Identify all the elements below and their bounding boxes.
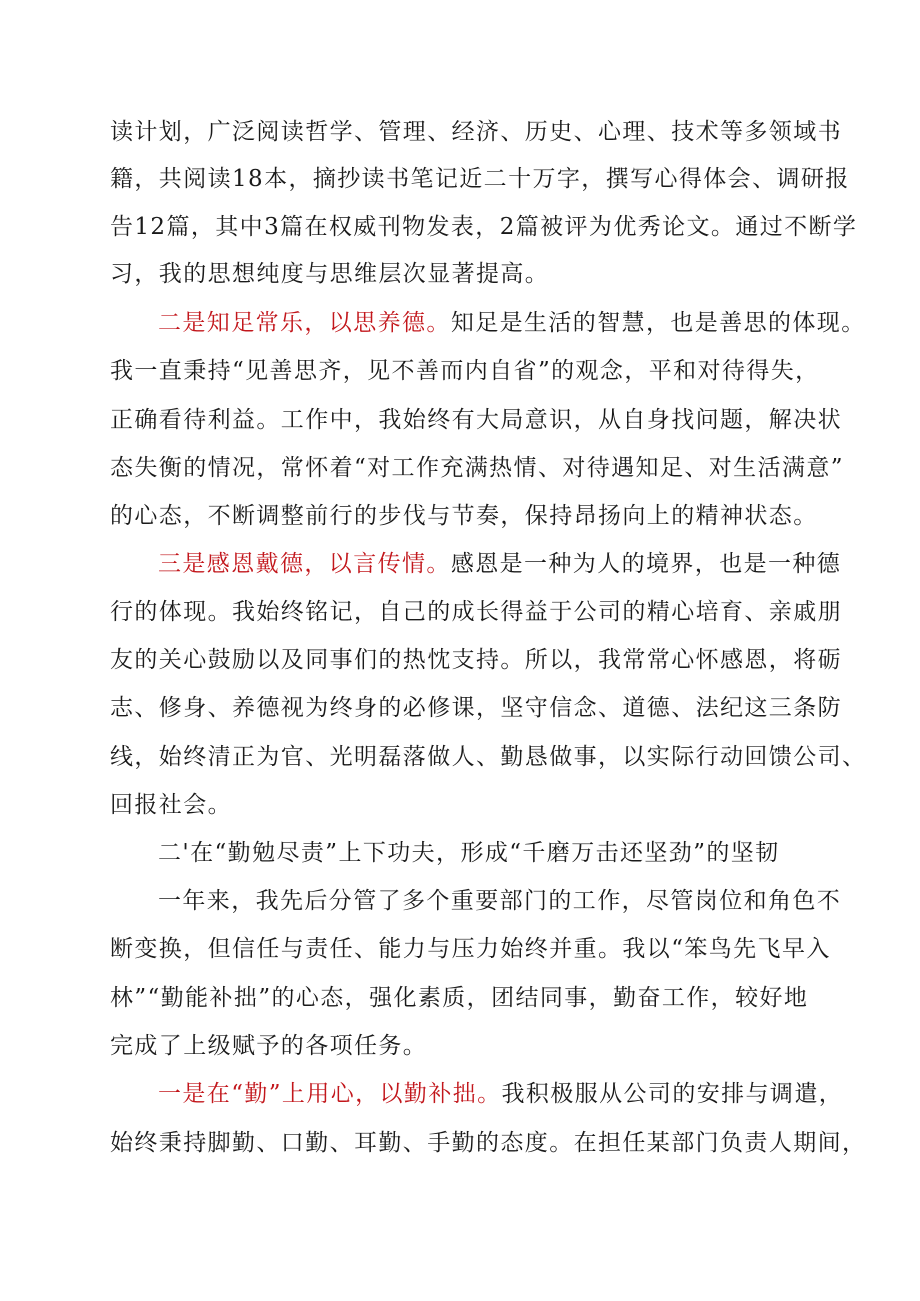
text-line <box>110 116 842 148</box>
text-line <box>110 355 820 387</box>
text-line <box>110 933 831 965</box>
line-text: 我积极服从公司的安排与调遣， <box>501 1081 844 1107</box>
line-text: 行的体现。我始终铭记，自己的成长得益于公司的精心培育、亲戚朋 <box>110 599 842 625</box>
line-text: 林”“勤能补拙”的心态，强化素质，团结同事，勤奋工作，较好地 <box>110 985 809 1011</box>
red-heading: 一是在“勤”上用心，以勤补拙。 <box>158 1081 502 1107</box>
red-heading: 二是知足常乐，以思养德。 <box>158 310 451 336</box>
text-line <box>158 548 842 580</box>
text-line <box>110 789 820 821</box>
text-line <box>110 982 820 1014</box>
line-text: 知足是生活的智慧，也是善思的体现。 <box>450 310 866 336</box>
text-line <box>158 307 866 339</box>
line-text: 告12篇，其中3篇在权威刊物发表，2篇被评为优秀论文。通过不断学 <box>110 214 858 240</box>
text-line <box>110 500 820 532</box>
text-line <box>110 1030 820 1062</box>
line-text: 友的关心鼓励以及同事们的热忱支持。所以，我常常心怀感恩，将砺 <box>110 647 842 673</box>
line-text: 一年来，我先后分管了多个重要部门的工作，尽管岗位和角色不 <box>158 888 842 914</box>
text-line <box>110 452 844 484</box>
line-text: 始终秉持脚勤、口勤、耳勤、手勤的态度。在担任某部门负责人期间， <box>110 1130 867 1156</box>
text-line <box>110 163 850 195</box>
line-text: 习，我的思想纯度与思维层次显著提高。 <box>110 261 550 287</box>
line-text: 完成了上级赋予的各项任务。 <box>110 1033 428 1059</box>
text-line <box>158 885 842 917</box>
line-text: 二'在“勤勉尽责”上下功夫，形成“千磨万击还坚劲”的坚韧 <box>158 840 780 866</box>
line-text: 志、修身、养德视为终身的必修课，坚守信念、道德、法纪这三条防 <box>110 695 842 721</box>
text-line <box>110 404 842 436</box>
red-heading: 三是感恩戴德，以言传情。 <box>158 551 451 577</box>
line-text: 的心态，不断调整前行的步伐与节奏，保持昂扬向上的精神状态。 <box>110 503 818 529</box>
text-line <box>158 1078 844 1110</box>
line-text: 籍，共阅读18本，摘抄读书笔记近二十万字，撰写心得体会、调研报 <box>110 166 850 192</box>
line-text: 回报社会。 <box>110 792 232 818</box>
line-text: 态失衡的情况，常怀着“对工作充满热情、对待遇知足、对生活满意” <box>110 455 844 481</box>
text-line <box>110 258 820 290</box>
line-text: 线，始终清正为官、光明磊落做人、勤恳做事，以实际行动回馈公司、 <box>110 744 867 770</box>
line-text: 我一直秉持“见善思齐，见不善而内自省”的观念，平和对待得失， <box>110 358 820 384</box>
text-line <box>110 644 842 676</box>
line-text: 断变换，但信任与责任、能力与压力始终并重。我以“笨鸟先飞早入 <box>110 936 831 962</box>
line-text: 感恩是一种为人的境界，也是一种德 <box>450 551 842 577</box>
line-text: 读计划，广泛阅读哲学、管理、经济、历史、心理、技术等多领域书 <box>110 119 842 145</box>
text-line <box>110 1127 867 1159</box>
section-heading <box>158 837 820 869</box>
text-line <box>110 211 858 243</box>
text-line <box>110 692 842 724</box>
line-text: 正确看待利益。工作中，我始终有大局意识，从自身找问题，解决状 <box>110 407 842 433</box>
text-line <box>110 596 842 628</box>
text-line <box>110 741 867 773</box>
